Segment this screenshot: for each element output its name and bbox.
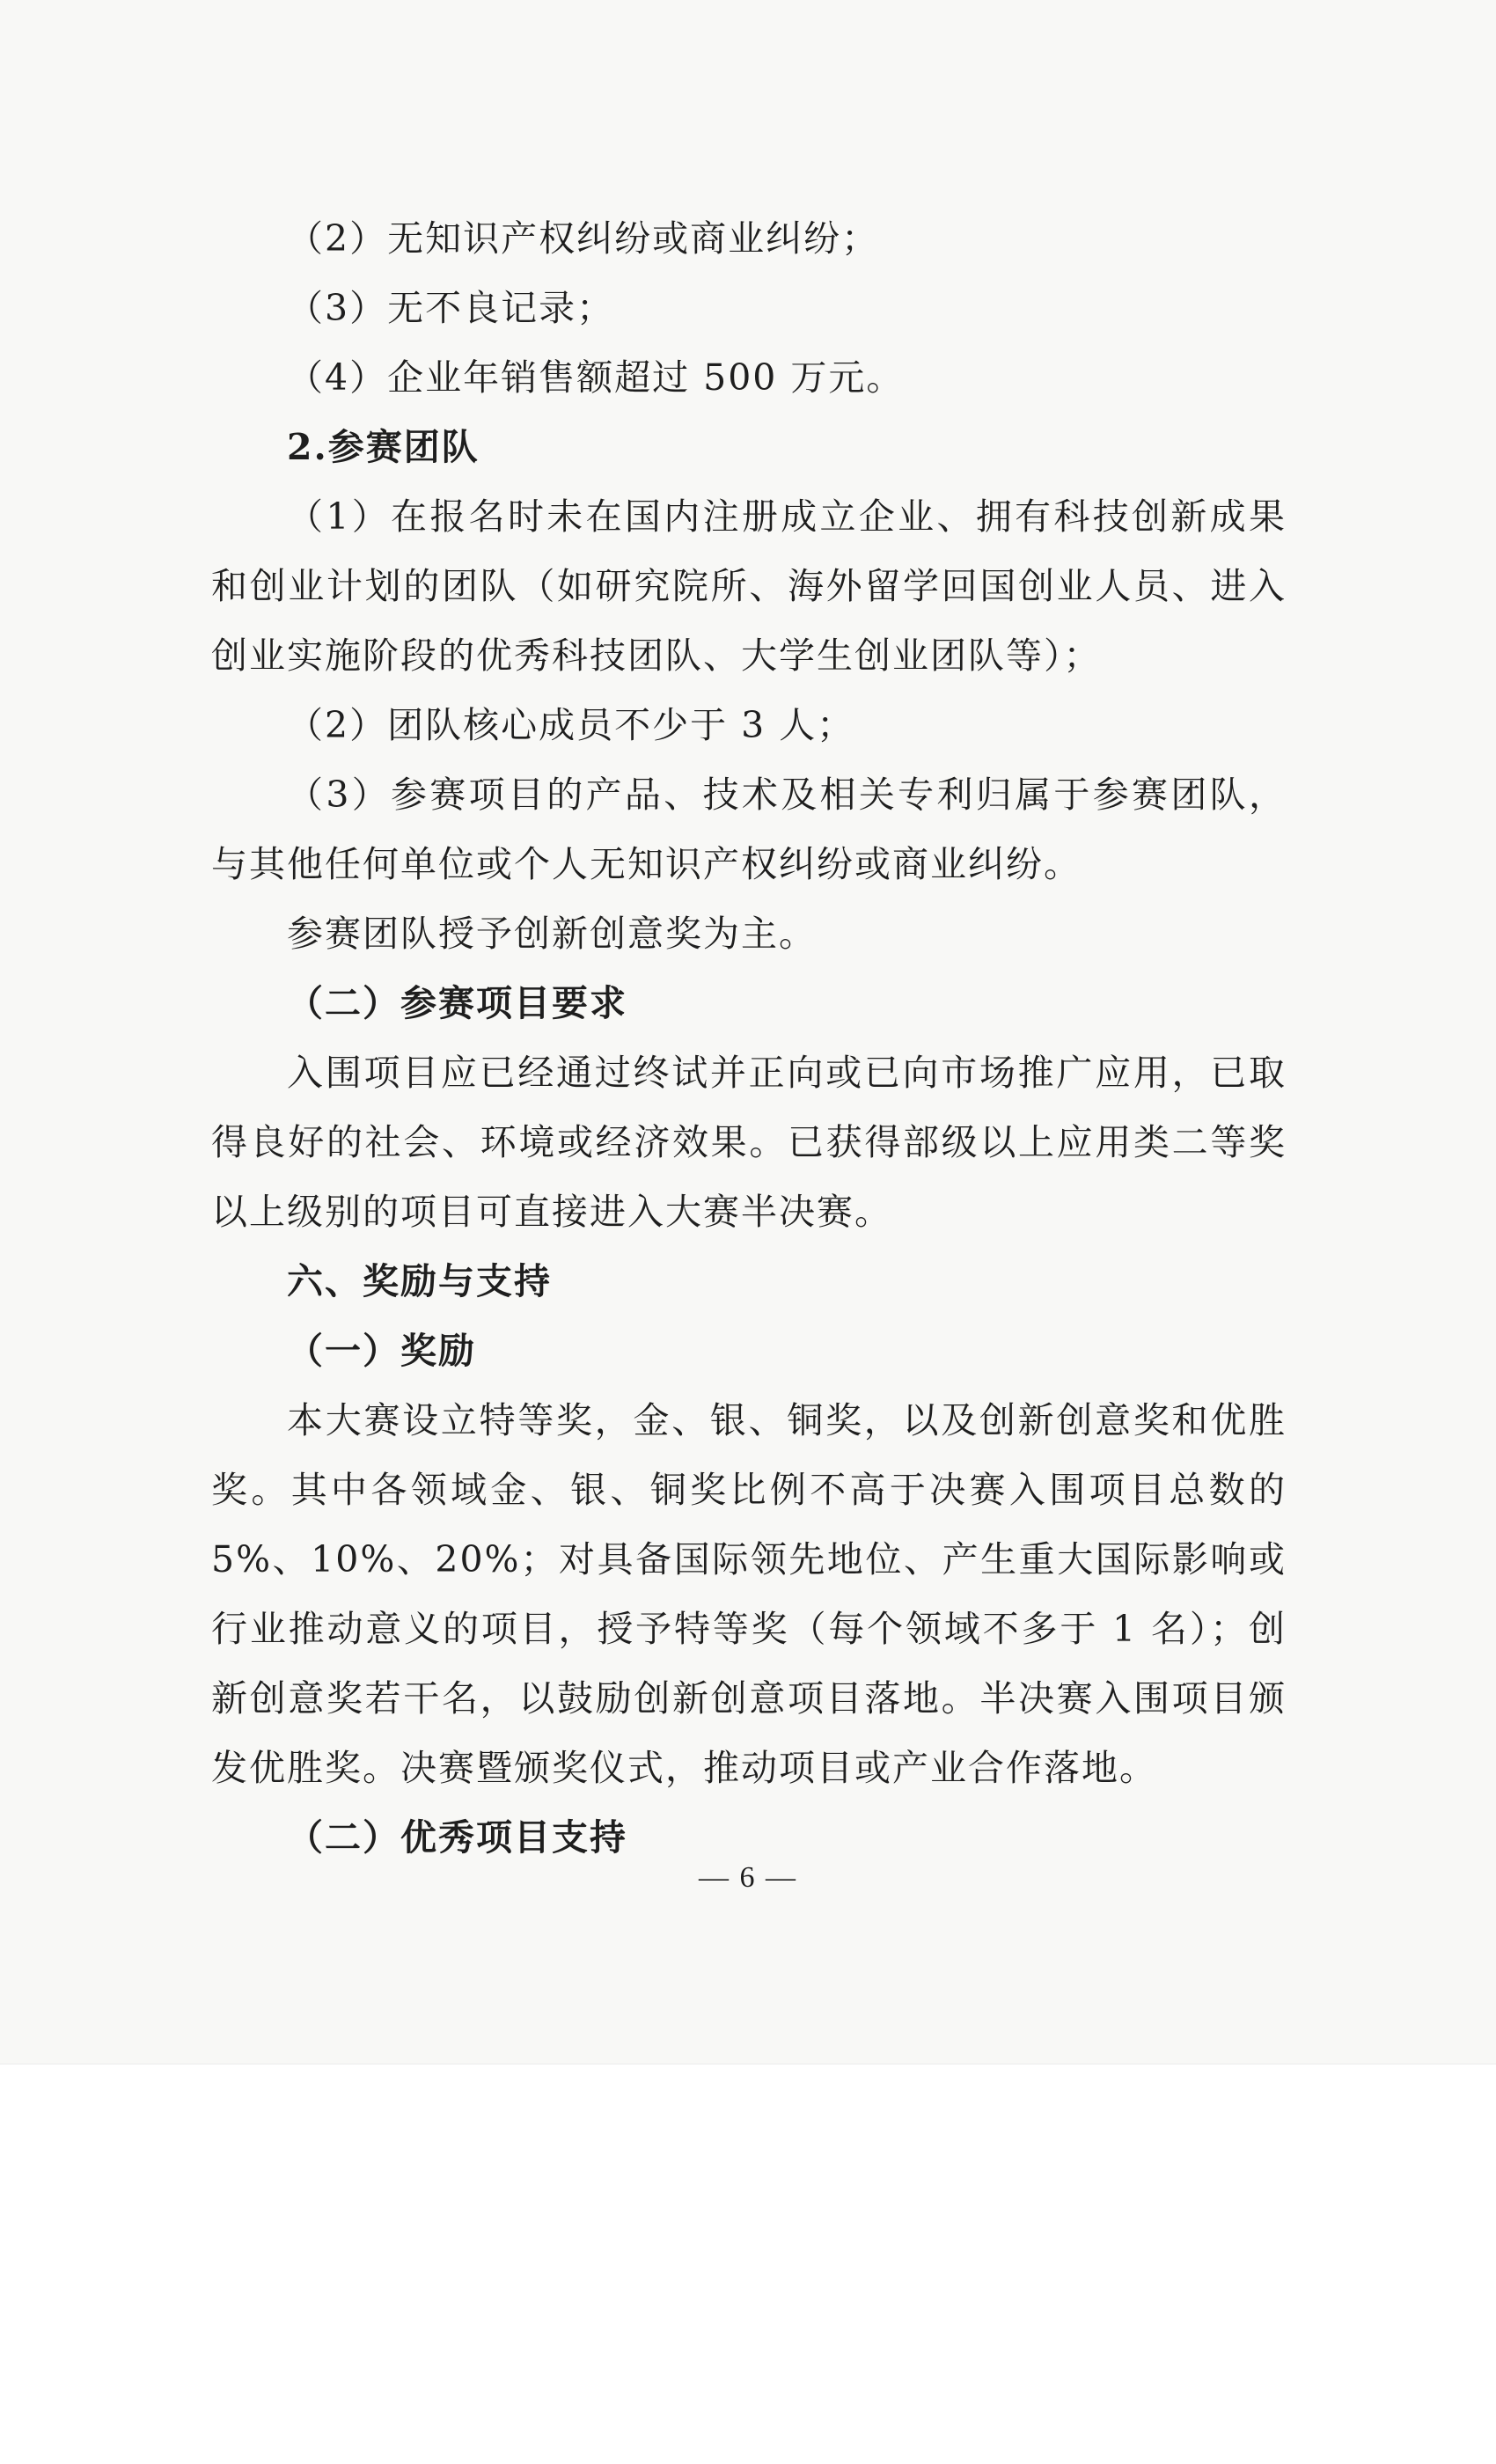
heading-rewards: （一）奖励 bbox=[287, 1330, 476, 1372]
paragraph-team-ownership: （3）参赛项目的产品、技术及相关专利归属于参赛团队，与其他任何单位或个人无知识产权纠纷或商业纠纷。 bbox=[211, 774, 1287, 885]
paragraph-team-award: 参赛团队授予创新创意奖为主。 bbox=[287, 913, 817, 955]
paragraph-no-ip-dispute: （2）无知识产权纠纷或商业纠纷； bbox=[287, 217, 880, 260]
heading-project-support: （二）优秀项目支持 bbox=[287, 1816, 627, 1859]
heading-participating-teams: 2.参赛团队 bbox=[287, 426, 480, 468]
page-number: — 6 — bbox=[699, 1861, 797, 1894]
paragraph-no-bad-record: （3）无不良记录； bbox=[287, 287, 615, 329]
paragraph-team-members: （2）团队核心成员不少于 3 人； bbox=[287, 704, 855, 746]
paragraph-rewards: 本大赛设立特等奖，金、银、铜奖，以及创新创意奖和优胜奖。其中各领域金、银、铜奖比例不高于决赛入围项目总数的5%、10%、20%；对具备国际领先地位、产生重大国际影响或行业推动意义的项目，授予特等奖（每个领域不多于 1 名）；创新创意奖若干名，以鼓励创新创意项目落地。半决赛入围项目颁发优胜奖。决赛暨颁奖仪式，推动项目或产业合作落地。 bbox=[211, 1399, 1287, 1789]
heading-rewards-support: 六、奖励与支持 bbox=[287, 1260, 552, 1302]
heading-project-requirements: （二）参赛项目要求 bbox=[287, 982, 627, 1024]
paragraph-project-requirements: 入围项目应已经通过终试并正向或已向市场推广应用，已取得良好的社会、环境或经济效果。已获得部级以上应用类二等奖以上级别的项目可直接进入大赛半决赛。 bbox=[211, 1052, 1287, 1233]
paragraph-annual-sales: （4）企业年销售额超过 500 万元。 bbox=[287, 356, 905, 399]
paragraph-team-definition: （1）在报名时未在国内注册成立企业、拥有科技创新成果和创业计划的团队（如研究院所、海外留学回国创业人员、进入创业实施阶段的优秀科技团队、大学生创业团队等）； bbox=[211, 495, 1287, 677]
document-body bbox=[211, 204, 1287, 1873]
